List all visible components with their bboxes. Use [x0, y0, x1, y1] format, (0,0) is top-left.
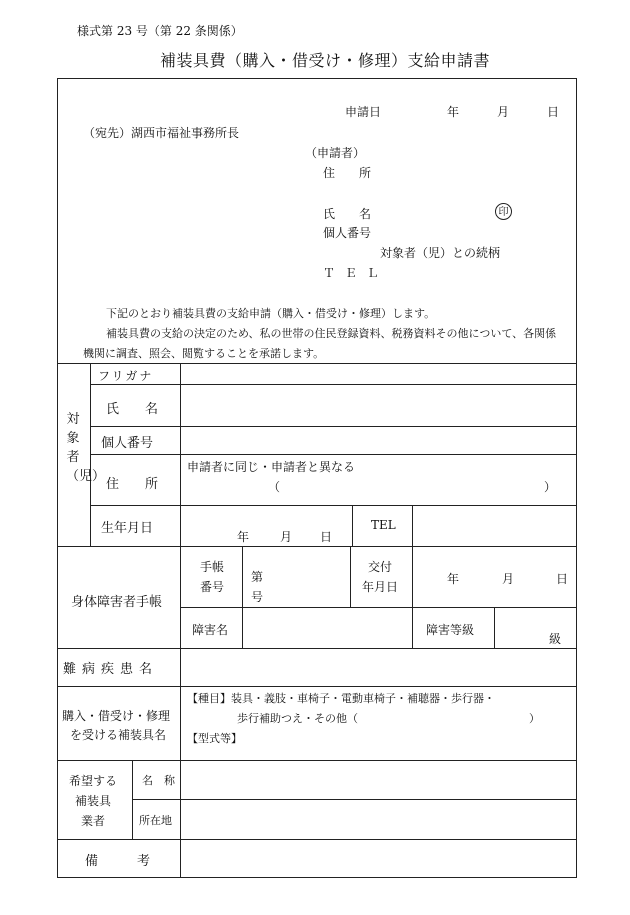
divider-handbook-number — [242, 546, 243, 648]
issue-day: 日 — [556, 572, 569, 586]
rule-device-end — [57, 760, 577, 761]
applicant-address-label: 住 所 — [323, 166, 372, 180]
device-type-line-2: 歩行補助つえ・その他（ — [237, 712, 358, 725]
disability-grade-label: 障害等級 — [426, 623, 475, 637]
furigana-label: フリガナ — [98, 369, 154, 383]
divider-birth-tel-2 — [412, 505, 413, 546]
handbook-label: 身体障害者手帳 — [71, 595, 163, 610]
rule-handbook-mid — [180, 607, 577, 608]
subject-side-label: 対象者（児） — [66, 412, 106, 484]
rule-vendor-end — [57, 839, 577, 840]
subject-address-option: 申請者に同じ・申請者と異なる — [187, 460, 356, 474]
issue-date-label-2: 年月日 — [362, 580, 399, 594]
device-type-close: ） — [529, 712, 540, 725]
device-label-2: を受ける補装具名 — [70, 728, 167, 742]
divider-label-column — [180, 363, 181, 839]
statement-line-1: 下記のとおり補装具費の支給申請（購入・借受け・修理）します。 — [106, 307, 436, 320]
issue-year: 年 — [447, 572, 460, 586]
vendor-location-label: 所在地 — [139, 814, 172, 827]
device-type-line: 【種目】装具・義肢・車椅子・電動車椅子・補聴器・歩行器・ — [187, 692, 495, 705]
rule-subject-end — [57, 546, 577, 547]
rule-furigana — [90, 384, 577, 385]
issue-month: 月 — [502, 572, 515, 586]
rule-disease-end — [57, 686, 577, 687]
device-model-label: 【型式等】 — [187, 732, 242, 745]
rule-name — [90, 426, 577, 427]
application-year: 年 — [447, 105, 460, 119]
subject-address-label: 住 所 — [106, 477, 159, 492]
application-month: 月 — [497, 105, 510, 119]
divider-handbook-issue-1 — [350, 546, 351, 607]
subject-tel-label: TEL — [371, 518, 396, 532]
rule-top-table — [57, 363, 577, 364]
address-paren-open: （ — [268, 480, 281, 494]
relation-label: 対象者（児）との続柄 — [380, 246, 501, 260]
application-day: 日 — [547, 105, 560, 119]
applicant-tel-label: Ｔ Ｅ Ｌ — [323, 266, 382, 280]
rule-handbook-end — [57, 648, 577, 649]
applicant-name-label: 氏 名 — [323, 207, 372, 221]
addressee: （宛先）湖西市福祉事務所長 — [83, 126, 240, 140]
handbook-number-label-1: 手帳 — [200, 560, 225, 574]
birth-month: 月 — [280, 530, 293, 544]
address-paren-close: ） — [544, 480, 557, 494]
disability-name-label: 障害名 — [192, 623, 229, 637]
vendor-label-1: 希望する — [69, 774, 118, 788]
birth-date-label: 生年月日 — [101, 521, 154, 536]
rule-vendor-mid — [132, 799, 577, 800]
issue-date-label-1: 交付 — [368, 560, 393, 574]
subject-name-label: 氏 名 — [106, 402, 159, 417]
subject-personal-number-label: 個人番号 — [101, 436, 154, 451]
handbook-dai: 第 — [251, 570, 264, 584]
birth-day: 日 — [320, 530, 333, 544]
vendor-name-label: 名 称 — [142, 774, 175, 787]
form-number: 様式第 23 号（第 22 条関係） — [77, 24, 243, 38]
grade-kyu: 級 — [549, 632, 562, 646]
birth-year: 年 — [237, 530, 250, 544]
statement-line-2: 補装具費の支給の決定のため、私の世帯の住民登録資料、税務資料その他について、各関係 — [106, 327, 557, 340]
device-label-1: 購入・借受け・修理 — [62, 709, 171, 723]
disease-label: 難病疾患名 — [63, 662, 159, 677]
application-date-label: 申請日 — [345, 105, 382, 119]
divider-vendor — [132, 760, 133, 839]
seal-mark: 印 — [495, 203, 512, 220]
rule-personal-number — [90, 454, 577, 455]
form-title: 補装具費（購入・借受け・修理）支給申請書 — [160, 51, 491, 70]
divider-remarks — [180, 839, 181, 878]
vendor-label-3: 業者 — [81, 814, 106, 828]
rule-address — [90, 505, 577, 506]
handbook-go: 号 — [251, 590, 264, 604]
applicant-heading: （申請者） — [305, 146, 366, 160]
remarks-label: 備 考 — [85, 854, 151, 869]
handbook-number-label-2: 番号 — [200, 580, 225, 594]
divider-handbook-issue-2 — [412, 546, 413, 648]
statement-line-3: 機関に調査、照会、閲覧することを承諾します。 — [83, 347, 325, 360]
divider-birth-tel-1 — [352, 505, 353, 546]
applicant-personal-number-label: 個人番号 — [323, 226, 372, 240]
vendor-label-2: 補装具 — [75, 794, 112, 808]
divider-grade — [494, 607, 495, 648]
divider-side-label — [90, 363, 91, 546]
